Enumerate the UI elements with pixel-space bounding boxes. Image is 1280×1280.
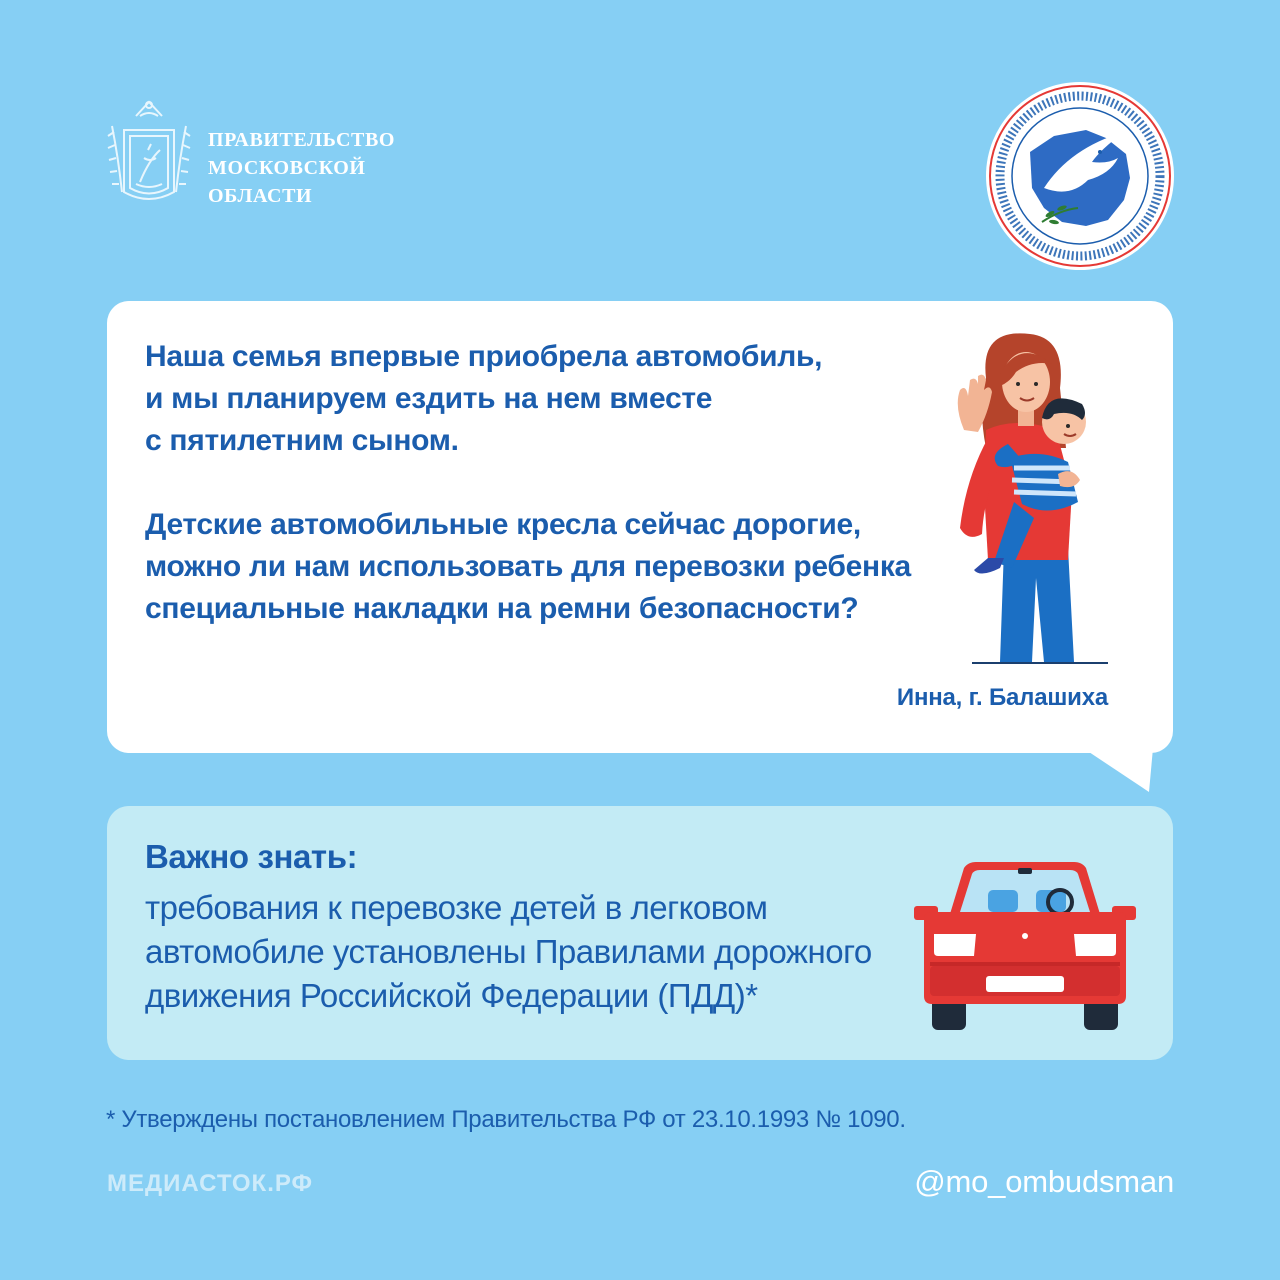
info-body — [145, 886, 872, 1018]
question-line: с пятилетним сыном. — [145, 424, 459, 457]
info-heading: Важно знать: — [145, 838, 358, 875]
footnote: * Утверждены постановлением Правительства РФ от 23.10.1993 № 1090. — [106, 1106, 906, 1133]
paragraph-gap — [145, 462, 911, 504]
red-car-icon — [910, 856, 1140, 1036]
question-text — [145, 336, 911, 630]
ombudsman-dove-seal-icon — [984, 80, 1176, 272]
speech-bubble-tail — [1083, 748, 1153, 792]
government-title — [208, 126, 395, 210]
question-line: Детские автомобильные кресла сейчас дорогие, — [145, 508, 861, 541]
gov-title-line-3: ОБЛАСТИ — [208, 185, 313, 207]
question-line: и мы планируем ездить на нем вместе — [145, 382, 713, 415]
info-line: движения Российской Федерации (ПДД)* — [145, 977, 758, 1014]
info-line: требования к перевозке детей в легковом — [145, 889, 768, 926]
question-author: Инна, г. Балашиха — [896, 684, 1108, 711]
moscow-oblast-coat-of-arms-icon — [106, 96, 192, 208]
gov-title-line-1: ПРАВИТЕЛЬСТВО — [208, 129, 396, 151]
gov-title-line-2: МОСКОВСКОЙ — [208, 157, 366, 179]
question-line: Наша семья впервые приобрела автомобиль, — [145, 340, 823, 373]
ground-line — [972, 662, 1108, 664]
media-brand: МЕДИАСТОК.РФ — [107, 1170, 314, 1197]
social-handle: @mo_ombudsman — [914, 1164, 1174, 1199]
question-line: специальные накладки на ремни безопасности? — [145, 592, 859, 625]
mother-with-child-icon — [940, 318, 1120, 668]
info-line: автомобиле установлены Правилами дорожного — [145, 933, 872, 970]
question-line: можно ли нам использовать для перевозки ребенка — [145, 550, 911, 583]
